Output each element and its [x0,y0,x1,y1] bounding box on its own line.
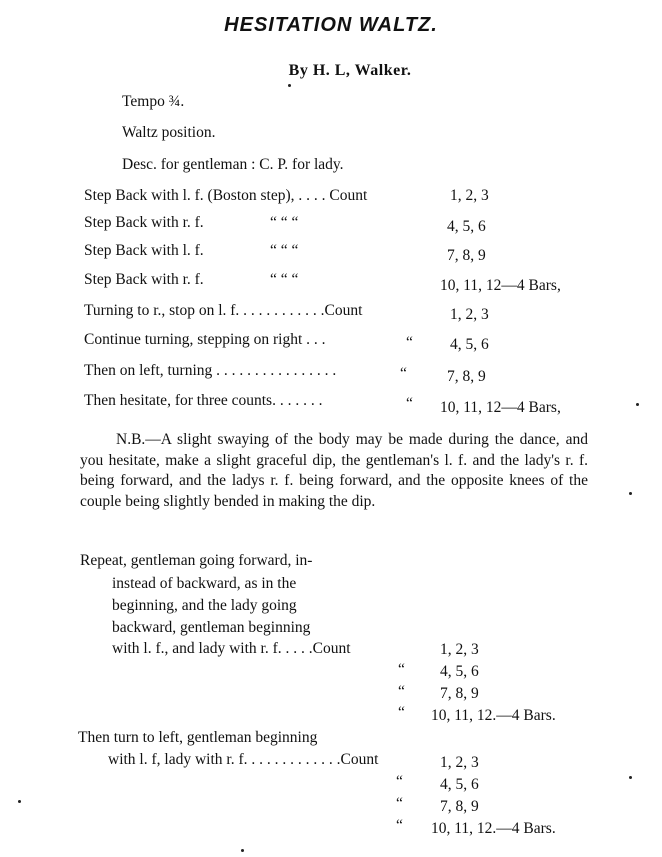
page-title: HESITATION WALTZ. [224,14,438,36]
step-counts: 4, 5, 6 [450,336,489,353]
step-counts: 10, 11, 12—4 Bars, [440,277,561,294]
note-text: N.B.—A slight swaying of the body may be made during the dance, and you hesitate, make a slight graceful dip, the gentleman's l. f. and the lady's r. f. being forward, and the ladys r. f. being forward, and the opposite knees of the couple being slightly bended in making the dip. [80,431,588,510]
print-speck [288,84,291,87]
repeat-ditto: “ [398,661,405,678]
step-text: Then on left, turning . . . . . . . . . . . . . . . . [84,362,337,379]
turn-counts: 1, 2, 3 [440,754,479,771]
step-ditto: “ “ “ [270,271,299,288]
step-counts: 10, 11, 12—4 Bars, [440,399,561,416]
repeat-counts: 4, 5, 6 [440,663,479,680]
step-ditto: “ “ “ [270,242,299,259]
turn-counts: 10, 11, 12.—4 Bars. [431,820,556,837]
position-line: Waltz position. [122,124,216,141]
step-ditto: “ [406,395,413,412]
repeat-line: backward, gentleman beginning [112,619,311,636]
turn-line: Then turn to left, gentleman beginning [78,729,318,746]
step-counts: 4, 5, 6 [447,218,486,235]
print-speck [636,403,639,406]
repeat-ditto: “ [398,704,405,721]
print-speck [629,492,632,495]
repeat-counts: 7, 8, 9 [440,685,479,702]
repeat-counts: 10, 11, 12.—4 Bars. [431,707,556,724]
description-line: Desc. for gentleman : C. P. for lady. [122,156,344,173]
step-counts: 7, 8, 9 [447,247,486,264]
turn-ditto: “ [396,795,403,812]
step-counts: 7, 8, 9 [447,368,486,385]
tempo-line: Tempo ¾. [122,93,185,110]
turn-ditto: “ [396,773,403,790]
print-speck [241,849,244,852]
step-ditto: “ [406,334,413,351]
repeat-line: Repeat, gentleman going forward, in- [80,552,313,569]
step-text: Step Back with r. f. [84,271,204,288]
author-byline: By H. L, Walker. [288,62,412,79]
step-counts: 1, 2, 3 [450,306,489,323]
repeat-line: beginning, and the lady going [112,597,297,614]
turn-line: with l. f, lady with r. f. . . . . . . . . . . . .Count [108,751,379,768]
step-text: Step Back with l. f. (Boston step), . . . . Count [84,187,368,204]
step-ditto: “ “ “ [270,214,299,231]
step-text: Turning to r., stop on l. f. . . . . . . . . . . .Count [84,302,363,319]
repeat-line: instead of backward, as in the [112,575,297,592]
step-counts: 1, 2, 3 [450,187,489,204]
step-text: Step Back with r. f. [84,214,204,231]
print-speck [629,776,632,779]
print-speck [18,800,21,803]
turn-ditto: “ [396,817,403,834]
turn-counts: 4, 5, 6 [440,776,479,793]
turn-counts: 7, 8, 9 [440,798,479,815]
step-text: Then hesitate, for three counts. . . . . . . [84,392,323,409]
step-text: Continue turning, stepping on right . . . [84,331,326,348]
step-text: Step Back with l. f. [84,242,204,259]
note-paragraph [80,430,588,512]
step-ditto: “ [400,365,407,382]
repeat-line: with l. f., and lady with r. f. . . . .Count [112,640,351,657]
repeat-ditto: “ [398,683,405,700]
repeat-counts: 1, 2, 3 [440,641,479,658]
